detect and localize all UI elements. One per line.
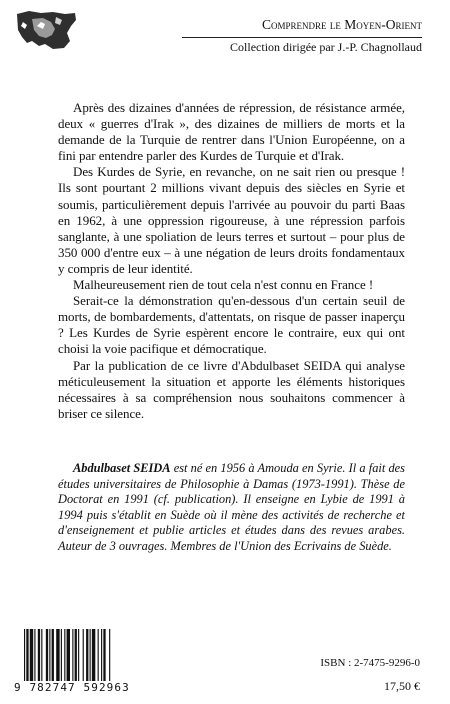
- author-name: Abdulbaset SEIDA: [73, 461, 171, 475]
- barcode-bar: [67, 629, 70, 683]
- isbn: ISBN : 2-7475-9296-0: [320, 657, 420, 669]
- barcode-bar: [83, 629, 84, 683]
- barcode-bar: [78, 629, 79, 683]
- barcode-bar: [75, 629, 77, 683]
- barcode-bar: [52, 629, 54, 683]
- summary-paragraph: Après des dizaines d'années de répression, de résistance armée, deux « guerres d'Irak », des dizaines de milliers de morts et la demande de la Turquie de rentrer dans l'Union Européenne, on a fini par entendre parler des Kurdes de Turquie et d'Irak.: [58, 100, 405, 164]
- barcode-digits: 9 782747 592963: [14, 681, 176, 695]
- barcode-bar: [41, 629, 42, 683]
- middle-east-map-icon: [15, 8, 77, 50]
- barcode-bar: [38, 629, 40, 683]
- barcode-bar: [101, 629, 102, 683]
- barcode-bar: [92, 629, 95, 683]
- barcode-bar: [103, 629, 105, 683]
- barcode-bar: [86, 629, 88, 683]
- summary-paragraph: Des Kurdes de Syrie, en revanche, on ne sait rien ou presque ! Ils sont pourtant 2 millions vivant depuis des siècles en Syrie et soumis, particulièrement depuis l'arrivée au pouvoir du parti Baas en 1962, à une oppression rigoureuse, à une répression parfois sanglante, à une spoliation de leurs terres et surtout – pour plus de 350 000 d'entre eux – à une négation de leurs droits fondamentaux y compris de leur identité.: [58, 164, 405, 276]
- summary-text: [58, 100, 405, 422]
- barcode-bar: [61, 629, 62, 683]
- series-header: [182, 17, 422, 55]
- barcode-bar: [46, 629, 48, 683]
- series-divider: [182, 37, 422, 38]
- barcode-bar: [64, 629, 65, 683]
- series-title: Comprendre le Moyen-Orient: [262, 17, 422, 32]
- barcode-bar: [98, 629, 99, 683]
- author-bio: [58, 461, 405, 554]
- author-bio-paragraph: [58, 461, 405, 554]
- barcode-bar: [56, 629, 59, 683]
- barcode-bar: [90, 629, 91, 683]
- summary-paragraph: Par la publication de ce livre d'Abdulbaset SEIDA qui analyse méticuleusement la situation et apporte les éléments historiques nécessaires à sa compréhension nous souhaitons commencer à briser ce silence.: [58, 357, 405, 421]
- barcode-bar: [30, 629, 33, 683]
- price: 17,50 €: [384, 679, 420, 693]
- summary-paragraph: Malheureusement rien de tout cela n'est connu en France !: [73, 277, 374, 293]
- barcode-bar: [49, 629, 50, 683]
- series-director: Collection dirigée par J.-P. Chagnollaud: [230, 40, 422, 54]
- barcode-bar: [34, 629, 35, 683]
- author-bio-text: est né en 1956 à Amouda en Syrie. Il a fait des études universitaires de Philosophie à Damas (1973-1991). Thèse de Doctorat en 1991 (cf. publication). Il enseigne en Lybie de 1991 à 1994 puis s'établit en Suède où il mène des activités de recherche et d'enseignement et publie articles et études dans des revues arabes. Auteur de 3 ouvrages. Membres de l'Union des Ecrivains de Suède.: [58, 461, 406, 553]
- barcode-bar: [72, 629, 73, 683]
- summary-paragraph: Serait-ce la démonstration qu'en-dessous d'un certain seuil de morts, de bombardements, d'attentats, on risque de passer inaperçu ? Les Kurdes de Syrie espèrent encore le contraire, eux qui ont choisi la voie pacifique et démocratique.: [58, 293, 405, 357]
